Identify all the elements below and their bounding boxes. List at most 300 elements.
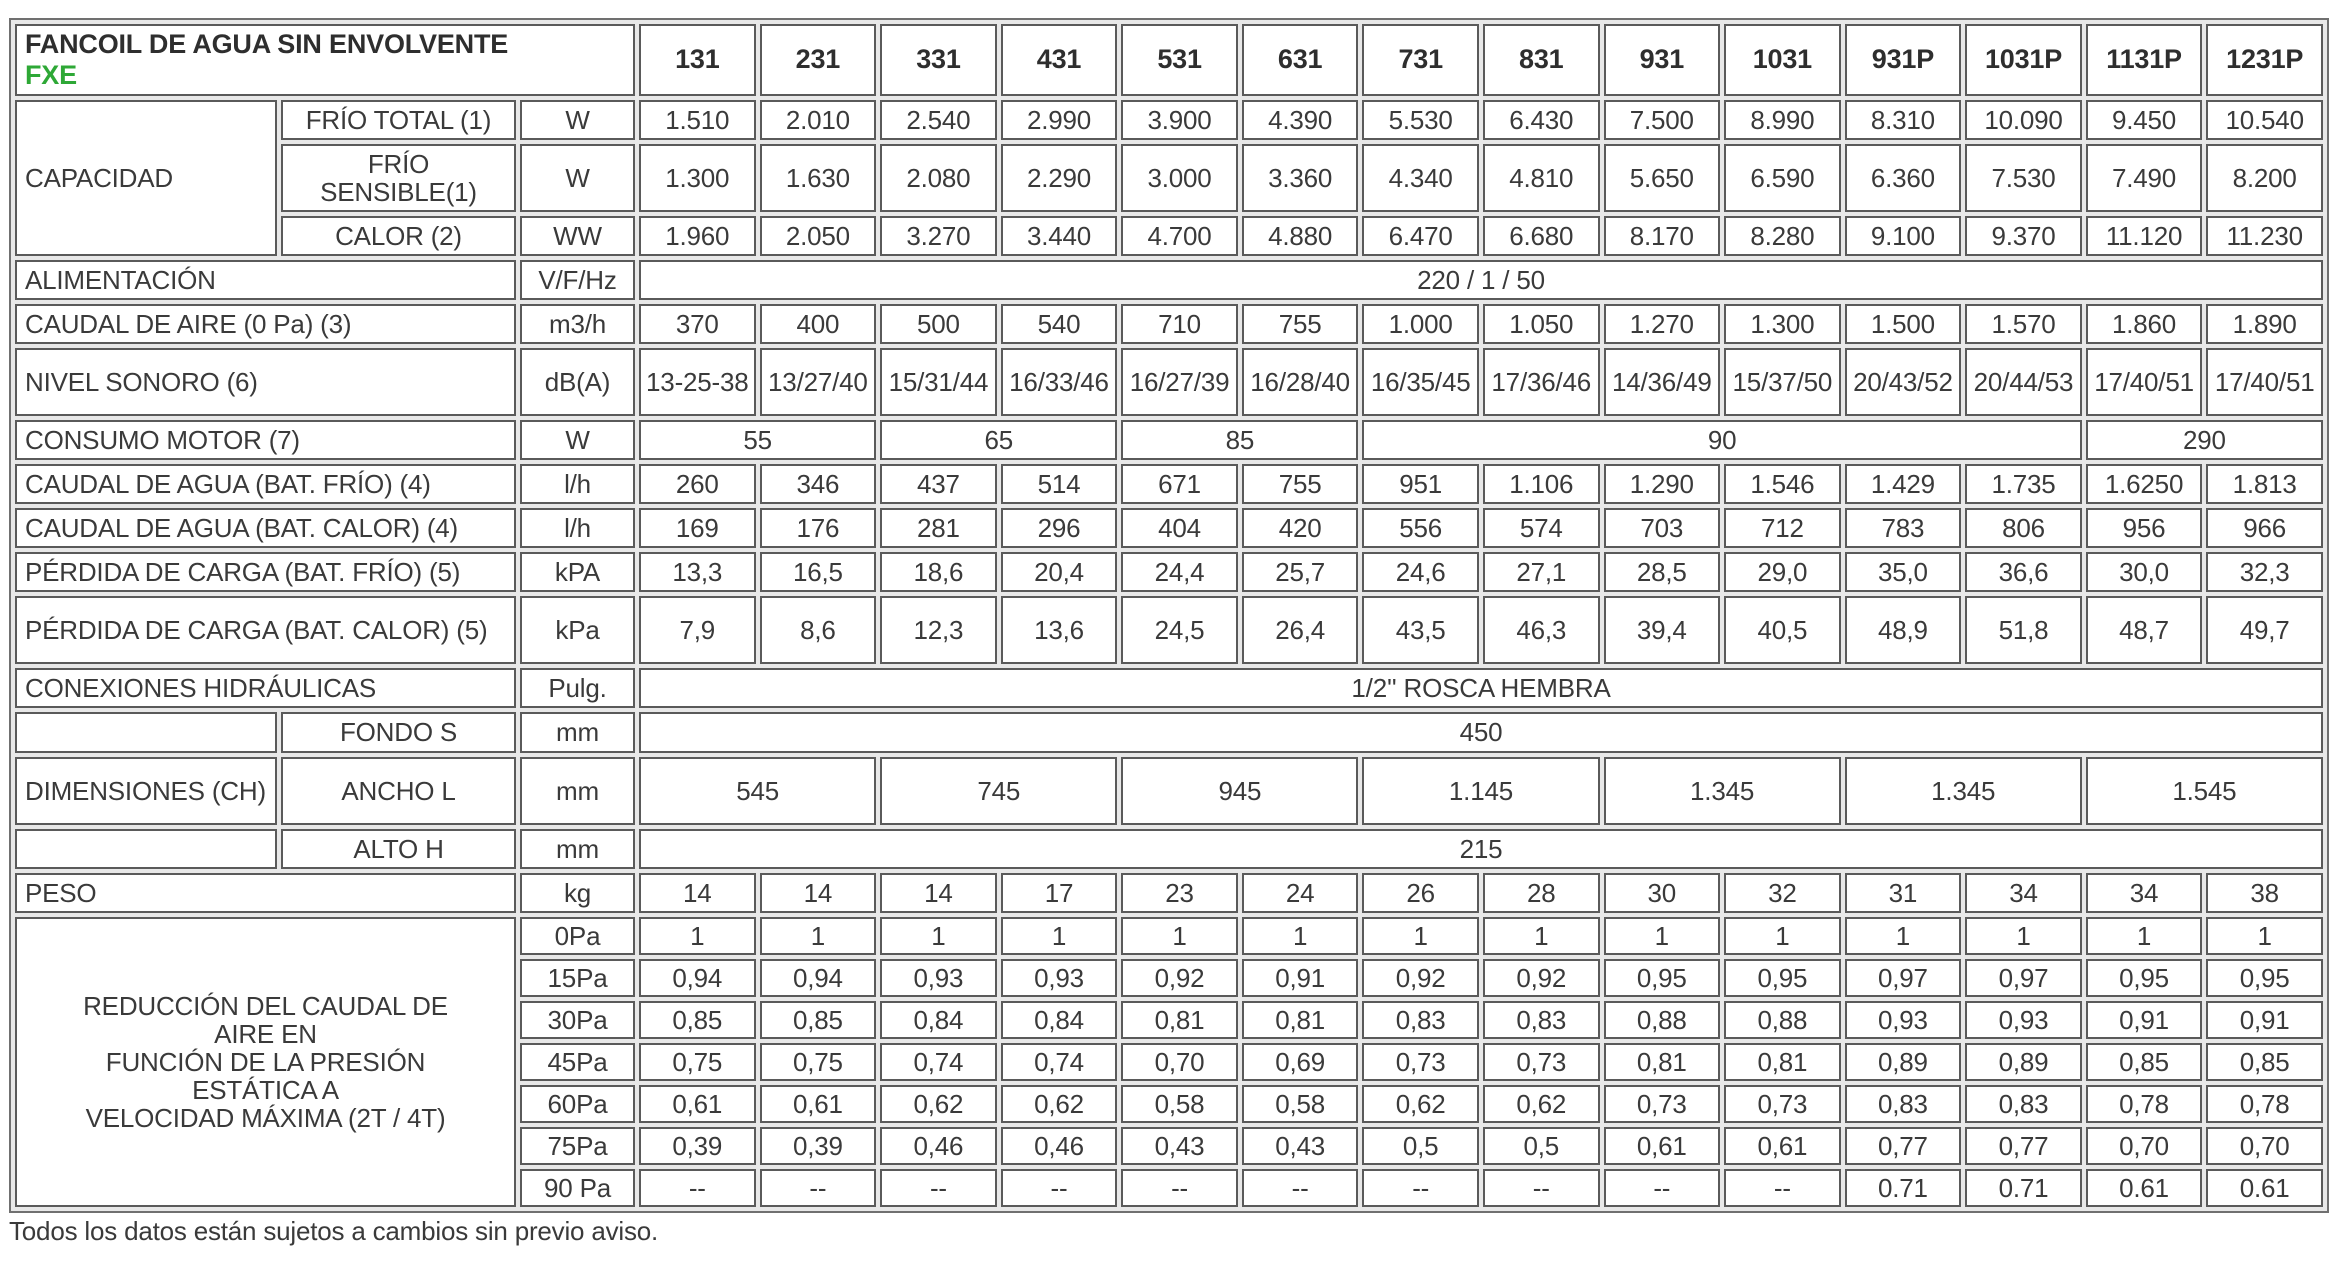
value-cell: 574 — [1483, 508, 1600, 548]
value-cell: 1.300 — [1724, 304, 1841, 344]
model-header: 531 — [1121, 24, 1238, 96]
conexiones-row — [15, 668, 2323, 708]
row-label: PÉRDIDA DE CARGA (BAT. CALOR) (5) — [15, 596, 516, 664]
value-cell: 0,92 — [1121, 959, 1238, 997]
value-cell: 1.270 — [1604, 304, 1721, 344]
value-cell: 0,94 — [639, 959, 756, 997]
value-cell: 13,3 — [639, 552, 756, 592]
value-cell: 1.500 — [1845, 304, 1962, 344]
value-cell: 6.360 — [1845, 144, 1962, 212]
value-cell: 2.010 — [760, 100, 877, 140]
value-cell: 3.270 — [880, 216, 997, 256]
model-header: 131 — [639, 24, 756, 96]
value-cell: 0,85 — [760, 1001, 877, 1039]
value-cell: 0,61 — [1604, 1127, 1721, 1165]
value-cell: 7.530 — [1965, 144, 2082, 212]
value-cell: 4.880 — [1242, 216, 1359, 256]
value-cell: 14/36/49 — [1604, 348, 1721, 416]
reduccion-row — [15, 917, 2323, 955]
value-cell: 0,92 — [1362, 959, 1479, 997]
value-cell: 755 — [1242, 304, 1359, 344]
value-cell: 0,61 — [1724, 1127, 1841, 1165]
value-cell: 48,9 — [1845, 596, 1962, 664]
value-cell: 0,43 — [1242, 1127, 1359, 1165]
model-header: 231 — [760, 24, 877, 96]
table-title: FANCOIL DE AGUA SIN ENVOLVENTE — [25, 29, 509, 59]
value-cell: 10.540 — [2206, 100, 2323, 140]
value-cell: 0,74 — [1001, 1043, 1118, 1081]
consumo-motor-row — [15, 420, 2323, 460]
value-cell: 16/28/40 — [1242, 348, 1359, 416]
value-cell: 0,92 — [1483, 959, 1600, 997]
value-cell: 1.429 — [1845, 464, 1962, 504]
value-cell: 0,83 — [1845, 1085, 1962, 1123]
value-cell: 1/2'' ROSCA HEMBRA — [639, 668, 2323, 708]
value-cell: 745 — [880, 757, 1117, 825]
value-cell: 755 — [1242, 464, 1359, 504]
spec-table-body — [15, 24, 2323, 1207]
value-cell: 3.360 — [1242, 144, 1359, 212]
value-cell: 0,83 — [1965, 1085, 2082, 1123]
value-cell: 0,91 — [2086, 1001, 2203, 1039]
value-cell: 23 — [1121, 873, 1238, 913]
value-cell: 0,46 — [880, 1127, 997, 1165]
value-cell: 16/27/39 — [1121, 348, 1238, 416]
value-cell: 0,62 — [1483, 1085, 1600, 1123]
value-cell: 1.300 — [639, 144, 756, 212]
model-header: 331 — [880, 24, 997, 96]
value-cell: 17 — [1001, 873, 1118, 913]
value-cell: 556 — [1362, 508, 1479, 548]
value-cell: 1 — [1121, 917, 1238, 955]
value-cell: 1.145 — [1362, 757, 1599, 825]
value-cell: 0,95 — [1604, 959, 1721, 997]
value-cell: 1 — [1242, 917, 1359, 955]
value-cell: 0,70 — [2086, 1127, 2203, 1165]
value-cell: 0,83 — [1362, 1001, 1479, 1039]
value-cell: 0,88 — [1724, 1001, 1841, 1039]
value-cell: 0,62 — [1362, 1085, 1479, 1123]
value-cell: 0,81 — [1724, 1043, 1841, 1081]
value-cell: 0,85 — [639, 1001, 756, 1039]
value-cell: 1.510 — [639, 100, 756, 140]
value-cell: 0,81 — [1604, 1043, 1721, 1081]
value-cell: 10.090 — [1965, 100, 2082, 140]
value-cell: 35,0 — [1845, 552, 1962, 592]
value-cell: 0,69 — [1242, 1043, 1359, 1081]
caudal-aire-row — [15, 304, 2323, 344]
value-cell: 6.470 — [1362, 216, 1479, 256]
value-cell: 43,5 — [1362, 596, 1479, 664]
unit-cell: Pulg. — [520, 668, 635, 708]
value-cell: 0,88 — [1604, 1001, 1721, 1039]
value-cell: 0,43 — [1121, 1127, 1238, 1165]
value-cell: 20,4 — [1001, 552, 1118, 592]
unit-cell: 30Pa — [520, 1001, 635, 1039]
value-cell: 4.390 — [1242, 100, 1359, 140]
value-cell: 0,85 — [2086, 1043, 2203, 1081]
value-cell: 0,84 — [880, 1001, 997, 1039]
value-cell: 6.680 — [1483, 216, 1600, 256]
unit-cell: 60Pa — [520, 1085, 635, 1123]
value-cell: 13,6 — [1001, 596, 1118, 664]
value-cell: 1 — [639, 917, 756, 955]
reduccion-label-line: ESTÁTICA A — [192, 1074, 339, 1105]
value-cell: 0,93 — [1845, 1001, 1962, 1039]
value-cell: 2.080 — [880, 144, 997, 212]
value-cell: 85 — [1121, 420, 1358, 460]
value-cell: 945 — [1121, 757, 1358, 825]
sub-label: FRÍO SENSIBLE(1) — [281, 144, 516, 212]
value-cell: 9.450 — [2086, 100, 2203, 140]
unit-cell: kg — [520, 873, 635, 913]
value-cell: 0,62 — [880, 1085, 997, 1123]
value-cell: 0,58 — [1121, 1085, 1238, 1123]
value-cell: 16,5 — [760, 552, 877, 592]
reduccion-label-line: FUNCIÓN DE LA PRESIÓN — [105, 1046, 426, 1077]
value-cell: 2.290 — [1001, 144, 1118, 212]
value-cell: 31 — [1845, 873, 1962, 913]
unit-cell: W — [520, 420, 635, 460]
value-cell: 8.170 — [1604, 216, 1721, 256]
value-cell: 1 — [1362, 917, 1479, 955]
value-cell: 671 — [1121, 464, 1238, 504]
value-cell: 0,91 — [2206, 1001, 2323, 1039]
value-cell: 966 — [2206, 508, 2323, 548]
value-cell: 15/37/50 — [1724, 348, 1841, 416]
value-cell: 956 — [2086, 508, 2203, 548]
value-cell: 0,62 — [1001, 1085, 1118, 1123]
value-cell: -- — [639, 1169, 756, 1207]
value-cell: 29,0 — [1724, 552, 1841, 592]
value-cell: 48,7 — [2086, 596, 2203, 664]
value-cell: 0,93 — [880, 959, 997, 997]
value-cell: 0,5 — [1483, 1127, 1600, 1165]
value-cell: 1.050 — [1483, 304, 1600, 344]
value-cell: 1.546 — [1724, 464, 1841, 504]
value-cell: 0,39 — [760, 1127, 877, 1165]
row-label: ALIMENTACIÓN — [15, 260, 516, 300]
value-cell: 49,7 — [2206, 596, 2323, 664]
value-cell: 1.813 — [2206, 464, 2323, 504]
value-cell: 1.860 — [2086, 304, 2203, 344]
value-cell: 16/33/46 — [1001, 348, 1118, 416]
value-cell: 1.345 — [1604, 757, 1841, 825]
unit-cell: 0Pa — [520, 917, 635, 955]
blank-cell — [15, 712, 277, 752]
value-cell: 1 — [1604, 917, 1721, 955]
value-cell: 0,93 — [1001, 959, 1118, 997]
value-cell: 1 — [1001, 917, 1118, 955]
value-cell: 1 — [2086, 917, 2203, 955]
value-cell: 0,58 — [1242, 1085, 1359, 1123]
value-cell: 39,4 — [1604, 596, 1721, 664]
value-cell: -- — [760, 1169, 877, 1207]
value-cell: 8.280 — [1724, 216, 1841, 256]
value-cell: 65 — [880, 420, 1117, 460]
value-cell: 26,4 — [1242, 596, 1359, 664]
value-cell: 710 — [1121, 304, 1238, 344]
caudal-agua-calor-row — [15, 508, 2323, 548]
value-cell: 11.230 — [2206, 216, 2323, 256]
value-cell: 404 — [1121, 508, 1238, 548]
value-cell: 0,95 — [1724, 959, 1841, 997]
reduccion-label-line: AIRE EN — [214, 1018, 317, 1049]
value-cell: 8.990 — [1724, 100, 1841, 140]
value-cell: 2.050 — [760, 216, 877, 256]
value-cell: 0,89 — [1965, 1043, 2082, 1081]
value-cell: 296 — [1001, 508, 1118, 548]
value-cell: 30,0 — [2086, 552, 2203, 592]
value-cell: 36,6 — [1965, 552, 2082, 592]
value-cell: 951 — [1362, 464, 1479, 504]
value-cell: 28,5 — [1604, 552, 1721, 592]
row-label: CAUDAL DE AIRE (0 Pa) (3) — [15, 304, 516, 344]
value-cell: 34 — [2086, 873, 2203, 913]
model-header: 631 — [1242, 24, 1359, 96]
capacidad-row — [15, 100, 2323, 140]
value-cell: -- — [1724, 1169, 1841, 1207]
row-label: PESO — [15, 873, 516, 913]
value-cell: 0,77 — [1845, 1127, 1962, 1165]
value-cell: 260 — [639, 464, 756, 504]
value-cell: 1.545 — [2086, 757, 2323, 825]
value-cell: 51,8 — [1965, 596, 2082, 664]
model-header: 731 — [1362, 24, 1479, 96]
row-label: PÉRDIDA DE CARGA (BAT. FRÍO) (5) — [15, 552, 516, 592]
value-cell: -- — [1604, 1169, 1721, 1207]
value-cell: 0,89 — [1845, 1043, 1962, 1081]
blank-cell — [15, 829, 277, 869]
capacidad-row — [15, 144, 2323, 212]
value-cell: 8.310 — [1845, 100, 1962, 140]
unit-cell: WW — [520, 216, 635, 256]
value-cell: 11.120 — [2086, 216, 2203, 256]
value-cell: 0.61 — [2206, 1169, 2323, 1207]
value-cell: 20/44/53 — [1965, 348, 2082, 416]
value-cell: 17/40/51 — [2206, 348, 2323, 416]
value-cell: 17/36/46 — [1483, 348, 1600, 416]
value-cell: 0,83 — [1483, 1001, 1600, 1039]
row-label: NIVEL SONORO (6) — [15, 348, 516, 416]
value-cell: 18,6 — [880, 552, 997, 592]
unit-cell: 90 Pa — [520, 1169, 635, 1207]
value-cell: 5.650 — [1604, 144, 1721, 212]
value-cell: -- — [880, 1169, 997, 1207]
value-cell: 14 — [639, 873, 756, 913]
value-cell: 9.370 — [1965, 216, 2082, 256]
value-cell: 6.430 — [1483, 100, 1600, 140]
value-cell: 0,73 — [1483, 1043, 1600, 1081]
value-cell: 169 — [639, 508, 756, 548]
unit-cell: W — [520, 100, 635, 140]
unit-cell: l/h — [520, 464, 635, 504]
value-cell: 8,6 — [760, 596, 877, 664]
dim-alto-row — [15, 829, 2323, 869]
model-header: 931 — [1604, 24, 1721, 96]
value-cell: 290 — [2086, 420, 2323, 460]
value-cell: 370 — [639, 304, 756, 344]
sub-label: FRÍO TOTAL (1) — [281, 100, 516, 140]
reduccion-label-line: VELOCIDAD MÁXIMA (2T / 4T) — [85, 1102, 446, 1133]
value-cell: 1 — [2206, 917, 2323, 955]
unit-cell: kPA — [520, 552, 635, 592]
unit-cell: dB(A) — [520, 348, 635, 416]
model-header: 1031 — [1724, 24, 1841, 96]
value-cell: -- — [1483, 1169, 1600, 1207]
perdida-calor-row — [15, 596, 2323, 664]
value-cell: 0,93 — [1965, 1001, 2082, 1039]
reduccion-label — [15, 917, 516, 1207]
value-cell: 30 — [1604, 873, 1721, 913]
value-cell: 1.290 — [1604, 464, 1721, 504]
value-cell: 1.630 — [760, 144, 877, 212]
value-cell: 7.490 — [2086, 144, 2203, 212]
header-row — [15, 24, 2323, 96]
value-cell: 1.890 — [2206, 304, 2323, 344]
value-cell: 1.735 — [1965, 464, 2082, 504]
value-cell: 24,6 — [1362, 552, 1479, 592]
value-cell: 806 — [1965, 508, 2082, 548]
value-cell: 0,61 — [639, 1085, 756, 1123]
value-cell: 17/40/51 — [2086, 348, 2203, 416]
value-cell: 9.100 — [1845, 216, 1962, 256]
value-cell: 3.000 — [1121, 144, 1238, 212]
value-cell: 24,4 — [1121, 552, 1238, 592]
value-cell: 0,94 — [760, 959, 877, 997]
value-cell: 0,84 — [1001, 1001, 1118, 1039]
value-cell: 0,97 — [1965, 959, 2082, 997]
unit-cell: m3/h — [520, 304, 635, 344]
model-header: 1031P — [1965, 24, 2082, 96]
value-cell: 0,95 — [2206, 959, 2323, 997]
value-cell: 540 — [1001, 304, 1118, 344]
value-cell: 13-25-38 — [639, 348, 756, 416]
value-cell: 0,61 — [760, 1085, 877, 1123]
unit-cell: mm — [520, 829, 635, 869]
value-cell: -- — [1001, 1169, 1118, 1207]
unit-cell: l/h — [520, 508, 635, 548]
value-cell: 0.61 — [2086, 1169, 2203, 1207]
row-label: CAUDAL DE AGUA (BAT. CALOR) (4) — [15, 508, 516, 548]
value-cell: 26 — [1362, 873, 1479, 913]
value-cell: 0,73 — [1604, 1085, 1721, 1123]
value-cell: 90 — [1362, 420, 2081, 460]
value-cell: 0,70 — [1121, 1043, 1238, 1081]
nivel-sonoro-row — [15, 348, 2323, 416]
value-cell: 3.900 — [1121, 100, 1238, 140]
unit-cell: mm — [520, 757, 635, 825]
value-cell: 1 — [1845, 917, 1962, 955]
value-cell: -- — [1121, 1169, 1238, 1207]
value-cell: 0,91 — [1242, 959, 1359, 997]
value-cell: -- — [1362, 1169, 1479, 1207]
unit-cell: V/F/Hz — [520, 260, 635, 300]
dim-fondo-row — [15, 712, 2323, 752]
value-cell: 0,97 — [1845, 959, 1962, 997]
model-header: 831 — [1483, 24, 1600, 96]
value-cell: 34 — [1965, 873, 2082, 913]
value-cell: 32 — [1724, 873, 1841, 913]
value-cell: 514 — [1001, 464, 1118, 504]
capacidad-row — [15, 216, 2323, 256]
value-cell: 220 / 1 / 50 — [639, 260, 2323, 300]
value-cell: 0,77 — [1965, 1127, 2082, 1165]
value-cell: 1.106 — [1483, 464, 1600, 504]
value-cell: 0,73 — [1362, 1043, 1479, 1081]
value-cell: 20/43/52 — [1845, 348, 1962, 416]
value-cell: 16/35/45 — [1362, 348, 1479, 416]
value-cell: 7.500 — [1604, 100, 1721, 140]
value-cell: 0,95 — [2086, 959, 2203, 997]
value-cell: 28 — [1483, 873, 1600, 913]
row-label: CONSUMO MOTOR (7) — [15, 420, 516, 460]
unit-cell: mm — [520, 712, 635, 752]
value-cell: 1 — [1965, 917, 2082, 955]
value-cell: 420 — [1242, 508, 1359, 548]
value-cell: 32,3 — [2206, 552, 2323, 592]
value-cell: 437 — [880, 464, 997, 504]
sub-label: ANCHO L — [281, 757, 516, 825]
value-cell: 400 — [760, 304, 877, 344]
sub-label: ALTO H — [281, 829, 516, 869]
value-cell: 0,78 — [2086, 1085, 2203, 1123]
sub-label: CALOR (2) — [281, 216, 516, 256]
value-cell: 14 — [880, 873, 997, 913]
value-cell: 1.6250 — [2086, 464, 2203, 504]
unit-cell: 15Pa — [520, 959, 635, 997]
value-cell: 24 — [1242, 873, 1359, 913]
value-cell: 3.440 — [1001, 216, 1118, 256]
value-cell: 1 — [1483, 917, 1600, 955]
model-header: 1231P — [2206, 24, 2323, 96]
model-header: 1131P — [2086, 24, 2203, 96]
table-title-cell — [15, 24, 635, 96]
value-cell: 500 — [880, 304, 997, 344]
value-cell: 783 — [1845, 508, 1962, 548]
value-cell: 15/31/44 — [880, 348, 997, 416]
value-cell: 1.960 — [639, 216, 756, 256]
value-cell: 0.71 — [1845, 1169, 1962, 1207]
value-cell: 12,3 — [880, 596, 997, 664]
value-cell: 38 — [2206, 873, 2323, 913]
value-cell: 1 — [880, 917, 997, 955]
value-cell: 4.810 — [1483, 144, 1600, 212]
spec-table — [9, 18, 2329, 1213]
value-cell: 5.530 — [1362, 100, 1479, 140]
caudal-agua-frio-row — [15, 464, 2323, 504]
value-cell: 8.200 — [2206, 144, 2323, 212]
value-cell: 4.700 — [1121, 216, 1238, 256]
value-cell: 1 — [1724, 917, 1841, 955]
unit-cell: 75Pa — [520, 1127, 635, 1165]
footnote: Todos los datos están sujetos a cambios sin previo aviso. — [9, 1216, 659, 1246]
value-cell: 4.340 — [1362, 144, 1479, 212]
value-cell: 0,73 — [1724, 1085, 1841, 1123]
reduccion-label-line: REDUCCIÓN DEL CAUDAL DE — [83, 990, 448, 1021]
value-cell: 55 — [639, 420, 876, 460]
value-cell: -- — [1242, 1169, 1359, 1207]
unit-cell: kPa — [520, 596, 635, 664]
value-cell: 0,75 — [639, 1043, 756, 1081]
perdida-frio-row — [15, 552, 2323, 592]
row-label: CONEXIONES HIDRÁULICAS — [15, 668, 516, 708]
value-cell: 0,5 — [1362, 1127, 1479, 1165]
model-header: 431 — [1001, 24, 1118, 96]
value-cell: 0,70 — [2206, 1127, 2323, 1165]
value-cell: 0,39 — [639, 1127, 756, 1165]
value-cell: 0,46 — [1001, 1127, 1118, 1165]
